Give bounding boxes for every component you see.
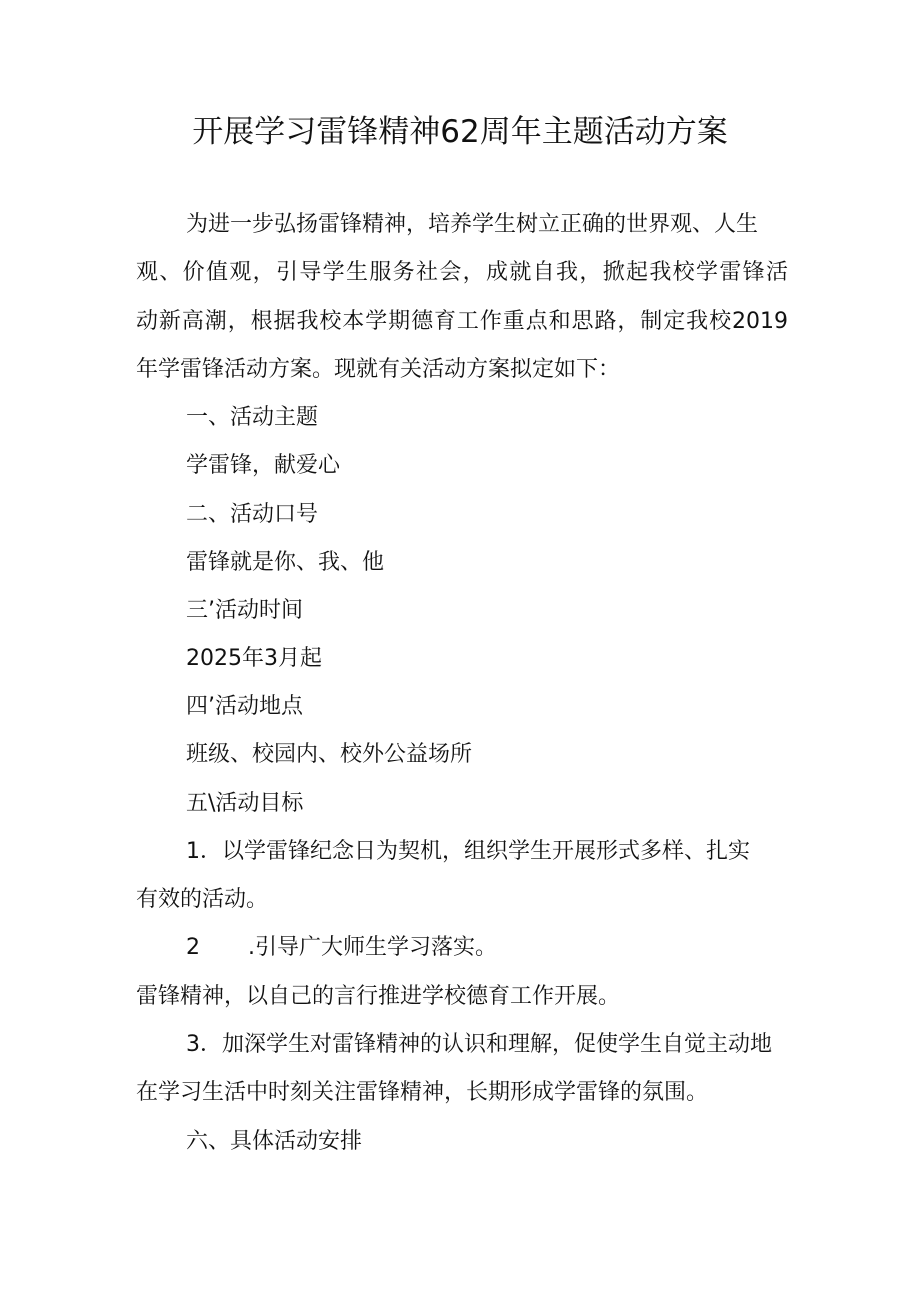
intro-line-1: 为进一步弘扬雷锋精神，培养学生树立正确的世界观、人生	[186, 212, 759, 237]
intro-line-2: 观、价值观，引导学生服务社会，成就自我，掀起我校学雷锋活	[136, 260, 788, 285]
goal-2-text: .引导广大师生学习落实。	[248, 935, 497, 960]
goal-2-line-1	[186, 933, 497, 963]
section-heading-time: 三’活动时间	[186, 598, 303, 623]
section-heading-arrangement: 六、具体活动安排	[186, 1129, 363, 1154]
goal-1-line-2: 有效的活动。	[136, 887, 269, 912]
section-heading-goals: 五\活动目标	[186, 791, 304, 816]
goal-2-line-2: 雷锋精神，以自己的言行推进学校德育工作开展。	[136, 984, 621, 1009]
intro-line-4: 年学雷锋活动方案。现就有关活动方案拟定如下：	[136, 357, 621, 382]
goal-3-line-2: 在学习生活中时刻关注雷锋精神，长期形成学雷锋的氛围。	[136, 1080, 709, 1105]
section-text-slogan: 雷锋就是你、我、他	[186, 550, 385, 575]
section-text-time: 2025年3月起	[186, 646, 322, 671]
section-heading-location: 四’活动地点	[186, 694, 303, 719]
section-heading-slogan: 二、活动口号	[186, 502, 319, 527]
section-heading-theme: 一、活动主题	[186, 405, 319, 430]
goal-3-line-1: 3．加深学生对雷锋精神的认识和理解，促使学生自觉主动地	[186, 1032, 772, 1057]
section-text-theme: 学雷锋，献爱心	[186, 453, 341, 478]
section-text-location: 班级、校园内、校外公益场所	[186, 742, 473, 767]
intro-line-3: 动新高潮，根据我校本学期德育工作重点和思路，制定我校2019	[136, 309, 788, 334]
goal-1-line-1: 1．以学雷锋纪念日为契机，组织学生开展形式多样、扎实	[186, 839, 750, 864]
goal-2-number: 2	[186, 935, 200, 960]
document-title: 开展学习雷锋精神62周年主题活动方案	[192, 114, 728, 150]
